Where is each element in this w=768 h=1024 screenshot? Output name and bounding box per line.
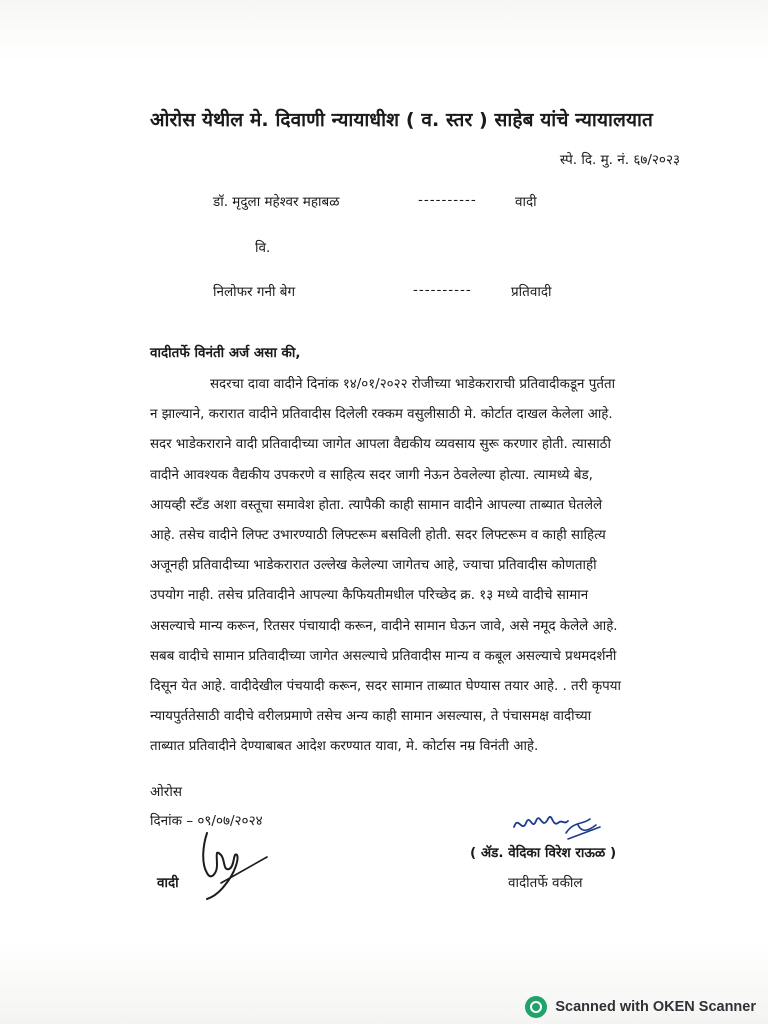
date-label: दिनांक – ०९/०७/२०२४ xyxy=(150,813,263,829)
court-title: ओरोस येथील मे. दिवाणी न्यायाधीश ( व. स्तर ) साहेब यांचे न्यायालयात xyxy=(150,109,653,131)
defendant-dashes: ---------- xyxy=(413,282,472,298)
plaintiff-name: डॉ. मृदुला महेश्वर महाबळ xyxy=(213,194,340,210)
plaintiff-role: वादी xyxy=(515,194,537,210)
advocate-name: ( ॲड. वेदिका विरेश राऊळ ) xyxy=(470,845,617,861)
plaintiff-signature xyxy=(195,825,275,905)
body-line: सबब वादीचे सामान प्रतिवादीच्या जागेत असल्याचे प्रतिवादीस मान्य व कबूल असल्याचे प्रथमदर्शनी xyxy=(150,648,617,664)
body-line: वादीने आवश्यक वैद्यकीय उपकरणे व साहित्य सदर जागी नेऊन ठेवलेल्या होत्या. त्यामध्ये बेड, xyxy=(150,467,593,483)
body-line: सदर भाडेकराराने वादी प्रतिवादीच्या जागेत आपला वैद्यकीय व्यवसाय सुरू करणार होती. त्यासाठी xyxy=(150,437,611,453)
versus-label: वि. xyxy=(255,240,271,256)
place-label: ओरोस xyxy=(150,784,182,800)
defendant-role: प्रतिवादी xyxy=(511,284,552,300)
body-line: आयव्ही स्टॅंड अशा वस्तूचा समावेश होता. त्यापैकी काही सामान वादीने आपल्या ताब्यात घेतलेले xyxy=(150,497,603,513)
plaintiff-row xyxy=(213,192,573,212)
body-line: अजूनही प्रतिवादीच्या भाडेकरारात उल्लेख केलेल्या जागेतच आहे, ज्याचा प्रतिवादीस कोणताही xyxy=(150,558,597,574)
defendant-name: निलोफर गनी बेग xyxy=(213,284,296,300)
body-line: असल्याचे मान्य करून, रितसर पंचायादी करून, वादीने सामान घेऊन जावे, असे नमूद केलेले आहे. xyxy=(150,618,618,634)
body-line: सदरचा दावा वादीने दिनांक १४/०१/२०२२ रोजीच्या भाडेकराराची प्रतिवादीकडून पुर्तता xyxy=(210,377,616,392)
advocate-role: वादीतर्फे वकील xyxy=(508,875,583,891)
body-line: न्यायपुर्ततेसाठी वादीचे वरीलप्रमाणे तसेच अन्य काही सामान असल्यास, ते पंचासमक्ष वादीच्या xyxy=(150,709,592,725)
scanner-watermark xyxy=(525,996,756,1018)
plaintiff-dashes: ---------- xyxy=(418,192,477,208)
advocate-signature xyxy=(508,805,608,845)
defendant-row xyxy=(213,282,573,302)
body-line: आहे. तसेच वादीने लिफ्ट उभारण्याठी लिफ्टरूम बसविली होती. सदर लिफ्टरूम व काही साहित्य xyxy=(150,528,606,544)
body-line: ताब्यात प्रतिवादीने देण्याबाबत आदेश करण्यात यावा, मे. कोर्टास नम्र विनंती आहे. xyxy=(150,739,539,755)
body-line: दिसून येत आहे. वादीदेखील पंचयादी करून, सदर सामान ताब्यात घेण्यास तयार आहे. . तरी कृपया xyxy=(150,679,621,695)
application-body xyxy=(150,370,690,763)
body-line: उपयोग नाही. तसेच प्रतिवादीने आपल्या कैफियतीमधील परिच्छेद क्र. १३ मध्ये वादीचे सामान xyxy=(150,588,589,604)
plaintiff-signature-label: वादी xyxy=(157,875,179,891)
case-number: स्पे. दि. मु. नं. ६७/२०२३ xyxy=(559,152,680,168)
application-salutation: वादीतर्फे विनंती अर्ज असा की, xyxy=(150,345,301,361)
oken-scanner-logo-icon xyxy=(525,996,547,1018)
scanner-watermark-text: Scanned with OKEN Scanner xyxy=(555,999,756,1015)
body-line: न झाल्याने, करारात वादीने प्रतिवादीस दिलेली रक्कम वसुलीसाठी मे. कोर्टात दाखल केलेला आहे. xyxy=(150,407,613,423)
